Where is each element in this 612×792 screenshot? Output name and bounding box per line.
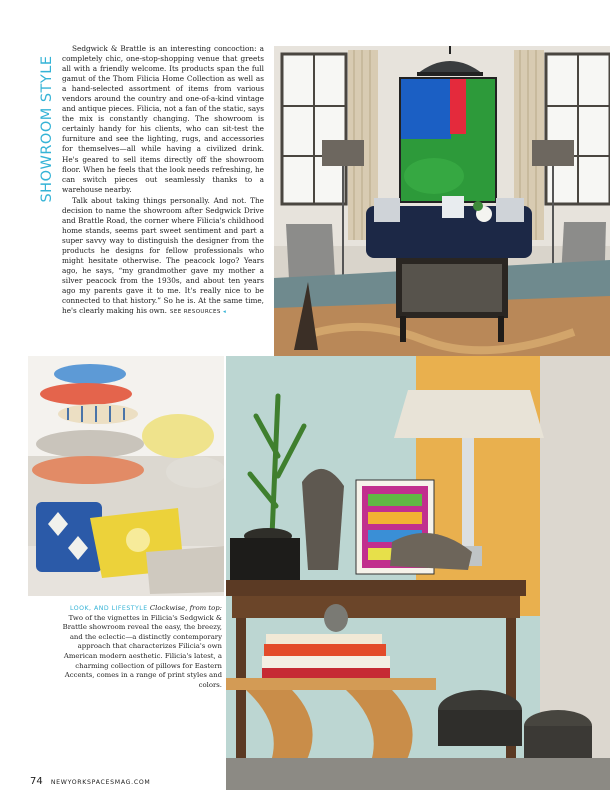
photo-vignette-lamp — [226, 356, 610, 790]
photo-living-room — [274, 46, 610, 358]
caption-heading: LOOK, AND LIFESTYLE — [70, 605, 148, 612]
article-paragraph-1: Sedgwick & Brattle is an interesting concoction: a completely chic, one-stop-shopping venue that greets all with a friendly welcome. Its products span the full gamut of the Thom Filicia Home Collection as well as a hand-selected assortment of items from various vendors around the country and one-of-a-kind vintage and antique pieces. Filicia, not a fan of the static, says the mix is constantly changing. The showroom is certainly handy for his clients, who can sit-test the furniture and see the lighting, rugs, and accessories for themselves—all while having a civilized drink. He's geared to sell items directly off the showroom floor. When he feels that the look needs refreshing, he can switch pieces out seamlessly thanks to a warehouse nearby. — [62, 44, 264, 194]
arrow-left-icon: ◂ — [222, 309, 227, 316]
site-url: NEWYORKSPACESMAG.COM — [50, 779, 151, 786]
article-paragraph-2: Talk about taking things personally. And not. The decision to name the showroom after Sedgwick Drive and Brattle Road, the corner where Filicia's childhood home stands, seems part sweet sentiment and part a super savvy way to distinguish the designer from the products he designs for fellow professionals who might hesitate otherwise. The peacock logo? Years ago, he says, “my grandmother gave my mother a silver peacock from the 1930s, and about ten years ago my parents gave it to me. It's really nice to be connected to that history.” So he is. At the same time, he's clearly making his own. SEE RESOURCES ◂ — [62, 195, 264, 316]
photo-caption — [62, 604, 222, 690]
caption-text: Two of the vignettes in Filicia's Sedgwick & Brattle showroom reveal the easy, the breezy, and the eclectic—a distinctly contemporary approach that characterizes Filicia's own American modern aesthetic. Filicia's latest, a charming collection of pillows for Eastern Accents, comes in a range of print styles and colors. — [62, 613, 222, 689]
article-body — [62, 44, 264, 317]
side-label: SHOWROOM STYLE — [39, 55, 55, 203]
page-number: 74 — [30, 776, 43, 787]
see-resources-link[interactable]: SEE RESOURCES ◂ — [169, 309, 227, 316]
caption-lead: Clockwise, from top: — [149, 604, 222, 612]
page-footer — [30, 769, 150, 788]
photo-pillows — [28, 356, 224, 596]
